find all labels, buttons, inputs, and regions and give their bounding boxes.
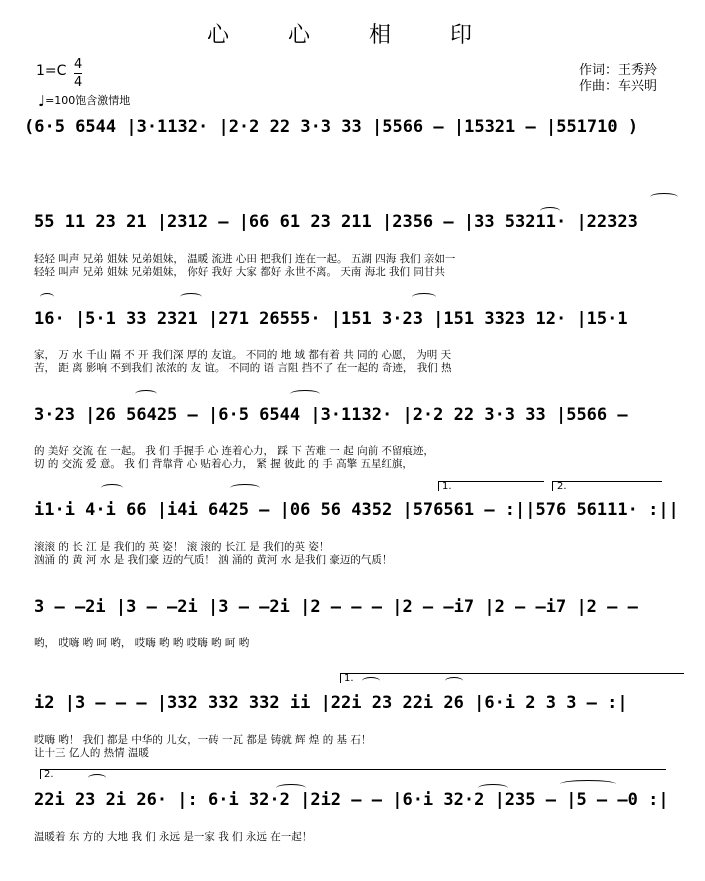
volta-2-number: 2. <box>557 481 567 492</box>
tempo-marking <box>38 92 130 110</box>
system-5-lyrics-2: 汹涌 的 黄 河 水 是 我们豪 迈的气质！ 汹 涌的 黄河 水 是我们 豪迈的气质！ <box>34 554 393 566</box>
tie <box>560 780 616 788</box>
meter-top: 4 <box>74 57 83 72</box>
system-4-music: 3·23 |26 56425 – |6·5 6544 |3·1132· |2·2 22 3·3 33 |5566 – <box>34 405 628 425</box>
slur <box>135 390 157 398</box>
slur <box>290 390 320 398</box>
system-8-music: 22i 23 2i 26· |: 6·i 32·2 |2i2 – – |6·i 32·2 |235 – |5 – –0 :| <box>34 790 669 810</box>
system-6-lyrics-1: 哟， 哎嗨 哟 呵 哟， 哎嗨 哟 哟 哎嗨 哟 呵 哟 <box>34 637 250 649</box>
slur <box>362 677 380 685</box>
lyricist: 作词：王秀羚 <box>579 63 658 78</box>
system-8-lyrics-1: 温暖着 东 方的 大地 我 们 永远 是一家 我 们 永远 在一起！ <box>34 831 313 843</box>
volta-2-number: 2. <box>44 769 54 780</box>
volta-2-bracket-end <box>40 769 41 779</box>
slur <box>540 207 560 215</box>
slur <box>412 293 436 301</box>
system-5-lyrics-1: 滚滚 的 长 江 是 我们的 英 姿！ 滚 滚的 长江 是 我们的英 姿！ <box>34 541 330 553</box>
system-7-lyrics-2: 让十三 亿人的 热情 温暖 <box>34 747 150 759</box>
system-4-lyrics-1: 的 美好 交流 在 一起。 我 们 手握手 心 连着心力， 踩 下 苦难 一 起 向前 不留痕迹， <box>34 445 434 457</box>
key-signature: 1=C <box>36 63 67 79</box>
system-5-music: i1·i 4·i 66 |i4i 6425 – |06 56 4352 |576561 – :||576 56111· :|| <box>34 500 679 520</box>
system-2-music: 55 11 23 21 |2312 – |66 61 23 211 |2356 – |33 53211· |22323 <box>34 212 638 232</box>
system-3-lyrics-1: 家， 万 水 千山 隔 不 开 我们深 厚的 友谊。 不同的 地 域 都有着 共 同的 心愿， 为明 天 <box>34 349 452 361</box>
system-7-music: i2 |3 – – – |332 332 332 ii |22i 23 22i 26 |6·i 2 3 3 – :| <box>34 693 628 713</box>
slur <box>650 193 678 201</box>
tie <box>478 784 508 792</box>
slur <box>445 677 463 685</box>
volta-2-bracket-end <box>552 481 553 491</box>
volta-1-bracket-end <box>340 673 341 683</box>
system-2-lyrics-2: 轻轻 叫声 兄弟 姐妹 兄弟姐妹， 你好 我好 大家 都好 永世不离。 天南 海北 我们 同甘共 <box>34 266 445 278</box>
volta-1-number: 1. <box>442 481 452 492</box>
tie <box>276 784 306 792</box>
time-signature <box>74 56 82 91</box>
system-4-lyrics-2: 切 的 交流 爱 意。 我 们 背靠背 心 贴着心力， 紧 握 彼此 的 手 高擎 五星红旗， <box>34 458 413 470</box>
slur <box>88 774 106 782</box>
volta-2-bracket <box>552 481 662 482</box>
meter-bottom: 4 <box>74 75 83 90</box>
slur <box>230 484 260 492</box>
slur <box>180 293 202 301</box>
system-7-lyrics-1: 哎嗨 哟！ 我们 都是 中华的 儿女，一砖 一瓦 都是 铸就 辉 煌 的 基 石！ <box>34 734 372 746</box>
system-2-lyrics-1: 轻轻 叫声 兄弟 姐妹 兄弟姐妹， 温暖 流进 心田 把我们 连在一起。 五湖 四海 我们 亲如一 <box>34 253 456 265</box>
system-6-music: 3 – –2i |3 – –2i |3 – –2i |2 – – – |2 – –i7 |2 – –i7 |2 – – <box>34 597 638 617</box>
credits <box>579 63 657 95</box>
system-3-music: 16· |5·1 33 2321 |271 26555· |151 3·23 |151 3323 12· |15·1 <box>34 309 628 329</box>
volta-1-bracket <box>438 481 544 482</box>
volta-1-number: 1. <box>344 673 354 684</box>
volta-1-bracket-end <box>438 481 439 491</box>
song-title: 心 心 相 印 <box>207 23 498 48</box>
system-1-music: (6·5 6544 |3·1132· |2·2 22 3·3 33 |5566 – |15321 – |551710 ) <box>24 117 639 137</box>
slur <box>40 293 54 301</box>
quarter-note-icon: ♩ <box>38 92 46 110</box>
tempo-text: =100饱含激情地 <box>45 94 131 107</box>
slur <box>101 484 123 492</box>
composer: 作曲：车兴明 <box>579 79 658 94</box>
system-3-lyrics-2: 苦， 距 离 影响 不到我们 浓浓的 友 谊。 不同的 语 言阻 挡不了 在一起的 奇迹， 我们 热 <box>34 362 452 374</box>
volta-2-bracket <box>40 769 666 770</box>
volta-1-bracket <box>340 673 684 674</box>
